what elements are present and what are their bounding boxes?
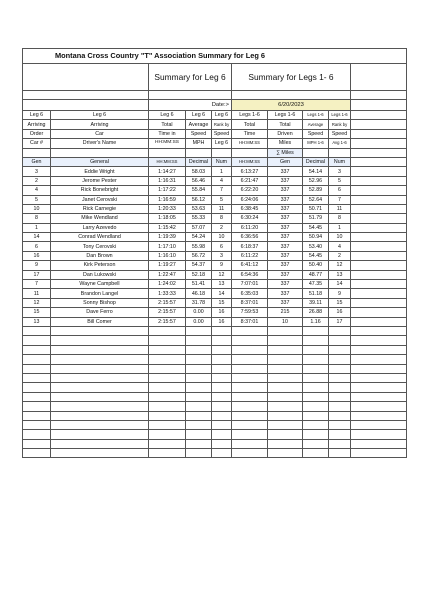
table-cell: 337 [268,298,303,307]
table-cell: 53.40 [303,242,329,251]
table-cell: 1:16:31 [149,176,186,185]
table-cell: 15 [212,298,232,307]
table-cell: 6:41:12 [232,261,268,270]
table-cell: 54.14 [303,167,329,176]
table-cell: 9 [329,289,351,298]
table-cell: 6:22:20 [232,186,268,195]
table-cell: 337 [268,176,303,185]
table-row [23,223,407,232]
table-cell: 0.00 [186,308,212,317]
table-cell: 6 [212,242,232,251]
table-row [23,186,407,195]
summary-table [22,48,407,458]
empty-row [23,411,407,420]
table-cell: 3 [329,167,351,176]
table-cell: Dan Lukowski [51,270,149,279]
table-cell: Kirk Peterson [51,261,149,270]
table-cell: 53.63 [186,204,212,213]
date-label: Date:> [149,100,232,111]
table-cell: 5 [23,195,51,204]
table-cell: 337 [268,204,303,213]
table-cell: 8 [329,214,351,223]
table-cell: 2 [329,251,351,260]
table-cell: 58.03 [186,167,212,176]
table-cell: 15 [329,298,351,307]
table-cell: 54.24 [186,233,212,242]
table-cell: 10 [268,317,303,326]
table-cell: Dave Ferro [51,308,149,317]
table-cell: 0.00 [186,317,212,326]
table-cell: 12 [23,298,51,307]
table-cell: 10 [329,233,351,242]
table-cell: 52.96 [303,176,329,185]
table-cell: Brandon Langel [51,289,149,298]
table-cell: 4 [23,186,51,195]
table-cell: 6:21:47 [232,176,268,185]
table-row [23,261,407,270]
table-cell: 14 [23,233,51,242]
summary-leg-heading: Summary for Leg 6 [149,64,232,91]
table-row [23,176,407,185]
table-cell: 1:19:39 [149,233,186,242]
empty-row [23,355,407,364]
table-cell: 337 [268,195,303,204]
table-cell: 1:24:02 [149,280,186,289]
table-cell: 7:07:01 [232,280,268,289]
table-cell: Rick Bonebright [51,186,149,195]
table-row [23,242,407,251]
table-cell: 16 [212,308,232,317]
empty-row [23,420,407,429]
table-cell: 7 [23,280,51,289]
table-cell: 6 [23,242,51,251]
summary-legs-heading: Summary for Legs 1- 6 [232,64,351,91]
table-row [23,280,407,289]
table-row [23,289,407,298]
table-cell: 7 [329,195,351,204]
empty-row [23,383,407,392]
table-row [23,308,407,317]
table-cell: 6:30:24 [232,214,268,223]
table-cell: 1:33:33 [149,289,186,298]
header-row-1: Leg 6 Leg 6 Leg 6 Leg 6 Leg 6 Legs 1-6 Legs 1-6 Legs 1-6 Legs 1-6 [23,111,407,120]
table-cell: 6:11:20 [232,223,268,232]
table-cell: 10 [212,233,232,242]
table-cell: 8:37:01 [232,298,268,307]
table-cell: 17 [329,317,351,326]
table-cell: 52.18 [186,270,212,279]
table-cell: Jerome Pester [51,176,149,185]
table-cell: 52.64 [303,195,329,204]
table-cell: 337 [268,214,303,223]
table-cell: 8 [212,214,232,223]
table-cell: 8:37:01 [232,317,268,326]
table-cell: 13 [212,280,232,289]
table-cell: 39.11 [303,298,329,307]
table-row [23,317,407,326]
table-cell: 1:17:22 [149,186,186,195]
table-cell: 10 [23,204,51,213]
empty-row [23,402,407,411]
table-row [23,167,407,176]
table-cell: 1:18:05 [149,214,186,223]
table-row [23,204,407,213]
table-cell: 55.33 [186,214,212,223]
table-cell: 1 [329,223,351,232]
table-cell: 6:18:37 [232,242,268,251]
table-cell: 215 [268,308,303,317]
table-cell: 4 [329,242,351,251]
table-cell: 1:19:27 [149,261,186,270]
table-cell: 2:15:57 [149,308,186,317]
table-cell: 5 [212,195,232,204]
table-cell: 1 [212,167,232,176]
table-cell: 337 [268,289,303,298]
table-cell: 5 [329,176,351,185]
table-cell: 17 [23,270,51,279]
table-cell: 6:54:36 [232,270,268,279]
table-cell: 3 [23,167,51,176]
table-cell: 15 [23,308,51,317]
table-cell: 51.41 [186,280,212,289]
table-cell: 1:17:10 [149,242,186,251]
table-cell: 2:15:57 [149,317,186,326]
table-row [23,270,407,279]
empty-row [23,373,407,382]
table-cell: 50.71 [303,204,329,213]
table-cell: 2:15:57 [149,298,186,307]
table-row [23,251,407,260]
table-cell: Larry Azevedo [51,223,149,232]
table-cell: 50.94 [303,233,329,242]
header-row-3: Order Car Time in Speed Speed Time Driven Speed Speed [23,129,407,138]
title-row [23,49,407,64]
table-row [23,214,407,223]
table-cell: 1 [23,223,51,232]
header-row-4: Car # Driver's Name HH:MM:SS MPH Leg 6 HH:MM:SS Miles MPH 1-6 Avg 1-6 [23,139,407,148]
table-cell: 337 [268,280,303,289]
empty-row [23,392,407,401]
table-cell: 11 [329,204,351,213]
table-cell: 6:38:45 [232,204,268,213]
summary-heading-row [23,64,407,91]
table-cell: 6:24:06 [232,195,268,204]
empty-row [23,364,407,373]
table-cell: 14 [212,289,232,298]
table-cell: 2 [23,176,51,185]
table-row [23,298,407,307]
table-cell: 6:35:03 [232,289,268,298]
table-cell: 337 [268,251,303,260]
table-cell: 337 [268,167,303,176]
table-cell: 337 [268,223,303,232]
table-cell: 337 [268,261,303,270]
table-cell: Tony Cerovski [51,242,149,251]
table-cell: 3 [212,251,232,260]
table-cell: 337 [268,186,303,195]
table-cell: Sonny Bishop [51,298,149,307]
table-cell: 337 [268,270,303,279]
table-cell: 12 [212,270,232,279]
table-cell: 2 [212,223,232,232]
table-cell: 56.46 [186,176,212,185]
table-cell: 51.79 [303,214,329,223]
table-cell: 1:16:10 [149,251,186,260]
table-cell: 1:14:27 [149,167,186,176]
table-cell: 16 [23,251,51,260]
table-cell: 26.88 [303,308,329,317]
miles-label-row [23,148,407,157]
table-cell: 55.98 [186,242,212,251]
table-cell: Wayne Campbell [51,280,149,289]
empty-row [23,336,407,345]
date-value: 6/20/2023 [232,100,351,111]
table-cell: Conrad Wendland [51,233,149,242]
empty-row [23,430,407,439]
table-cell: 7 [212,186,232,195]
table-cell: 31.78 [186,298,212,307]
table-cell: 9 [212,261,232,270]
table-cell: 48.77 [303,270,329,279]
table-cell: 46.18 [186,289,212,298]
table-cell: 51.18 [303,289,329,298]
table-cell: Janet Cerovski [51,195,149,204]
table-row [23,233,407,242]
table-cell: 6 [329,186,351,195]
table-cell: 56.12 [186,195,212,204]
table-cell: Bill Comer [51,317,149,326]
table-cell: 9 [23,261,51,270]
table-cell: Rick Carnegie [51,204,149,213]
table-cell: 55.84 [186,186,212,195]
table-cell: 1:22:47 [149,270,186,279]
table-cell: 16 [329,308,351,317]
table-cell: 337 [268,242,303,251]
table-cell: 8 [23,214,51,223]
table-cell: 14 [329,280,351,289]
table-cell: 54.45 [303,251,329,260]
header-row-5: Gen General HH:MM:SS Decimal Num HH:MM:SS Gen Decimal Num [23,157,407,166]
table-cell: 54.37 [186,261,212,270]
empty-row [23,326,407,335]
table-cell: 16 [212,317,232,326]
table-cell: 6:11:22 [232,251,268,260]
table-cell: 337 [268,233,303,242]
empty-row [23,345,407,354]
table-cell: 7:59:53 [232,308,268,317]
table-cell: Dan Brown [51,251,149,260]
table-cell: 56.72 [186,251,212,260]
date-row [23,100,407,111]
table-cell: 1:15:42 [149,223,186,232]
table-row [23,195,407,204]
table-cell: 1.16 [303,317,329,326]
table-cell: 6:36:56 [232,233,268,242]
table-cell: 47.35 [303,280,329,289]
table-cell: 1:20:33 [149,204,186,213]
header-row-2: Arriving Arriving Total Average Rank by Total Total Average Rank by [23,120,407,129]
empty-row [23,439,407,448]
table-cell: 13 [329,270,351,279]
table-cell: 13 [23,317,51,326]
table-cell: 52.89 [303,186,329,195]
table-cell: 4 [212,176,232,185]
table-cell: 50.40 [303,261,329,270]
table-cell: 1:16:59 [149,195,186,204]
table-cell: Eddie Wright [51,167,149,176]
table-cell: Mike Wendland [51,214,149,223]
table-cell: 11 [23,289,51,298]
sum-miles-label: ∑ Miles [268,148,303,157]
table-cell: 54.45 [303,223,329,232]
table-cell: 57.07 [186,223,212,232]
table-cell: 12 [329,261,351,270]
table-cell: 11 [212,204,232,213]
sheet-title: Montana Cross Country "T" Association Summary for Leg 6 [23,49,407,64]
empty-row [23,449,407,458]
table-cell: 6:13:27 [232,167,268,176]
